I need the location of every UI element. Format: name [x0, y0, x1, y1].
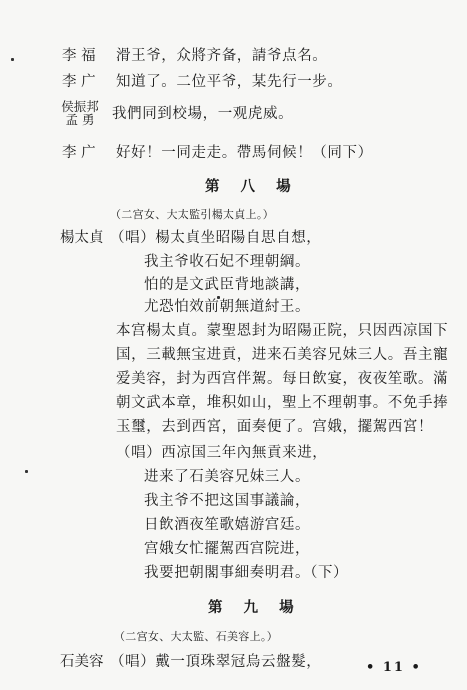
scan-speck [25, 470, 28, 473]
prose-line: 玉璽，去到西宮，面奏便了。宫娥，擺駕西宮！ [116, 419, 434, 435]
speaker-name [52, 100, 108, 126]
speaker-name: 李 广 [62, 74, 96, 90]
stage-direction: （二宫女、大太監引楊太貞上。） [110, 208, 274, 221]
scene-title: 第 八 場 [205, 178, 299, 195]
sung-line: 我主爷不把这国事議論， [144, 493, 311, 509]
speaker-name-1: 侯振邦 [61, 99, 99, 114]
prose-line: 国，三載無宝进貢，进来石美容兄妹三人。吾主寵 [116, 347, 449, 363]
sung-line: （唱）楊太貞坐昭陽自思自想， [110, 230, 322, 246]
sung-line: 宫娥女忙擺駕西宫院进， [144, 541, 311, 557]
sung-line: 我要把朝閣事細奏明君。（下） [144, 565, 349, 581]
sung-line: 进来了石美容兄妹三人。 [144, 469, 311, 485]
dialogue-line: 我們同到校場，一观虎威。 [112, 106, 294, 122]
dialogue-line: 知道了。二位平爷，某先行一步。 [116, 74, 343, 90]
sung-line: 我主爷收石妃不理朝綱。 [144, 254, 311, 270]
speaker-name: 李 福 [62, 48, 96, 64]
stage-direction: （二宫女、大太監、石美容上。） [114, 630, 278, 643]
speaker-name: 石美容 [60, 654, 104, 670]
speaker-name-2: 孟 勇 [65, 112, 95, 127]
speaker-name: 李 广 [62, 145, 96, 161]
scan-speck [11, 58, 14, 61]
prose-line: 朝文武本章，堆积如山，聖上不理朝事。不免手捧 [116, 395, 449, 411]
dialogue-line: 好好！一同走走。帶馬伺候！（同下） [116, 145, 373, 161]
page-number: • 11 • [366, 660, 422, 675]
prose-line: 爱美容，封为西宫伴駕。每日飲宴，夜夜笙歌。滿 [116, 371, 449, 387]
dialogue-line: 滑王爷，众將齐备，請爷点名。 [116, 48, 328, 64]
sung-line: 怕的是文武臣背地談講， [144, 277, 311, 293]
scan-speck [217, 296, 220, 299]
scene-title: 第 九 場 [208, 599, 302, 616]
sung-line: （唱）西凉国三年內無貢来进， [116, 445, 328, 461]
sung-line: 日飲酒夜笙歌嬉游宫廷。 [144, 517, 311, 533]
sung-line: （唱）戴一頂珠翠冠烏云盤髮， [110, 654, 322, 670]
sung-line: 尤恐怕效前朝無道紂王。 [144, 299, 311, 315]
prose-line: 本宫楊太貞。蒙聖恩封为昭陽正院，只因西凉国下 [116, 323, 449, 339]
speaker-name: 楊太貞 [60, 230, 104, 246]
